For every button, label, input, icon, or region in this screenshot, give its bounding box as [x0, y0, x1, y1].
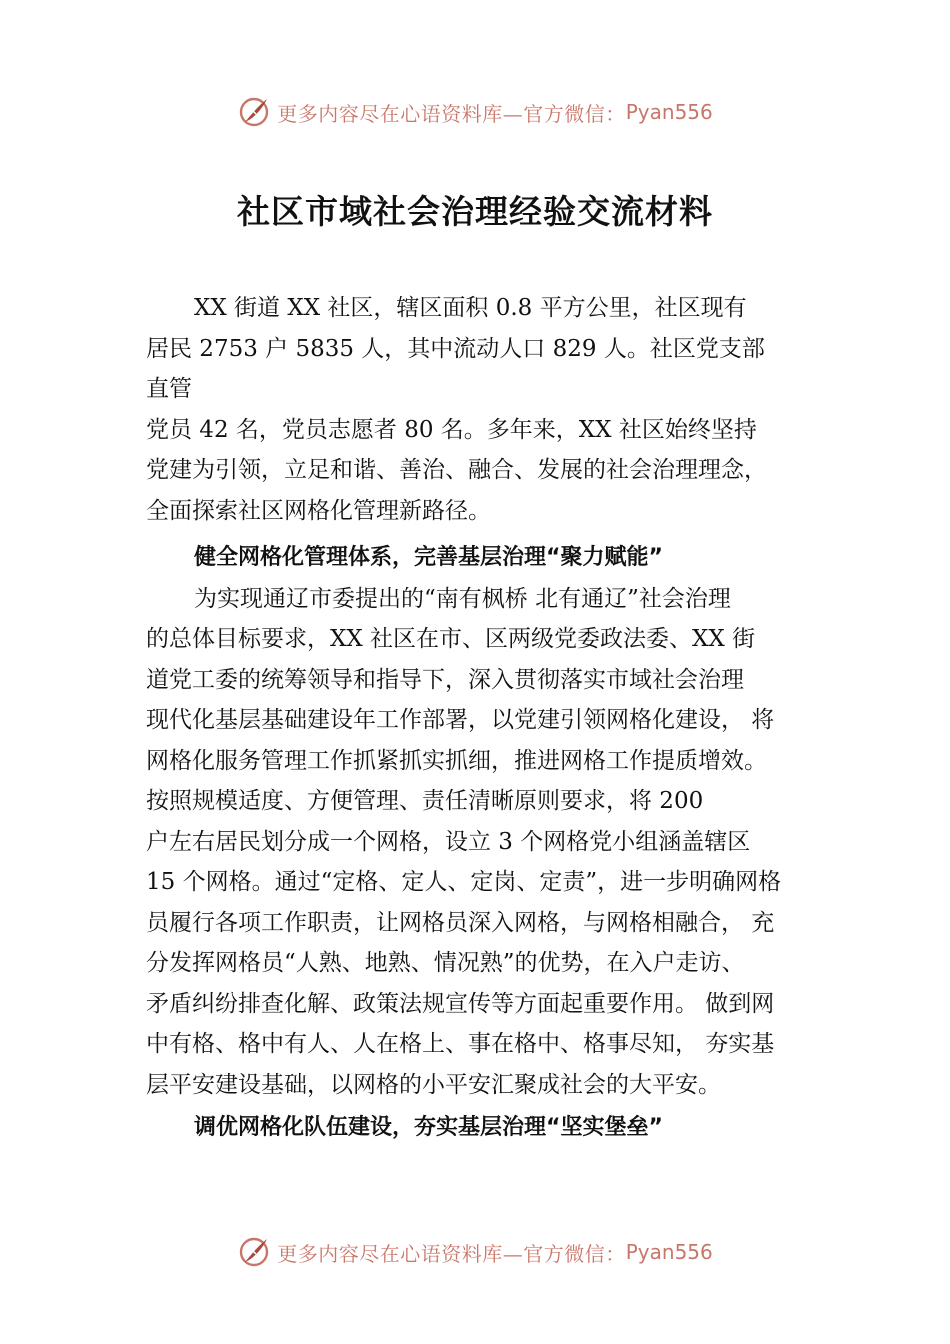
paragraph-line: 分发挥网格员“人熟、地熟、情况熟”的优势，在入户走访、 [146, 950, 745, 976]
paragraph-line: 党员 42 名，党员志愿者 80 名。多年来，XX 社区始终坚持 [146, 416, 757, 443]
paragraph-line: 网格化服务管理工作抓紧抓实抓细，推进网格工作提质增效。 [146, 747, 767, 774]
paragraph-line: 全面探索社区网格化管理新路径。 [146, 497, 491, 524]
quill-logo-icon [237, 95, 271, 129]
banner-wechat-id: Pyan556 [625, 100, 713, 124]
section-2 [146, 1108, 826, 1149]
section-heading: 调优网格化队伍建设，夯实基层治理“坚实堡垒” [194, 1115, 663, 1140]
paragraph-line: 中有格、格中有人、人在格上、事在格中、格事尽知， 夯实基 [146, 1031, 775, 1057]
paragraph-line: XX 街道 XX 社区，辖区面积 0.8 平方公里，社区现有 [194, 295, 747, 321]
banner-text: 更多内容尽在心语资料库—官方微信： [277, 1241, 626, 1266]
footer-banner [0, 1232, 950, 1272]
paragraph-line: 现代化基层基础建设年工作部署，以党建引领网格化建设， 将 [146, 707, 775, 733]
banner-text: 更多内容尽在心语资料库—官方微信： [277, 101, 626, 126]
section-heading: 健全网格化管理体系，完善基层治理“聚力赋能” [194, 545, 663, 570]
paragraph-line: 层平安建设基础，以网格的小平安汇聚成社会的大平安。 [146, 1071, 721, 1098]
quill-logo-icon [237, 1235, 271, 1269]
paragraph-line: 直管 [146, 376, 192, 402]
paragraph-line: 员履行各项工作职责，让网格员深入网格，与网格相融合， 充 [146, 909, 775, 936]
header-banner [0, 92, 950, 132]
document-title: 社区市域社会治理经验交流材料 [237, 192, 713, 231]
paragraph-line: 道党工委的统筹领导和指导下，深入贯彻落实市域社会治理 [146, 666, 744, 693]
paragraph-line: 按照规模适度、方便管理、责任清晰原则要求，将 200 [146, 788, 704, 814]
paragraph-line: 党建为引领，立足和谐、善治、融合、发展的社会治理理念， [146, 457, 767, 483]
paragraph-line: 居民 2753 户 5835 人，其中流动人口 829 人。社区党支部 [146, 335, 765, 362]
paragraph-line: 矛盾纠纷排查化解、政策法规宣传等方面起重要作用。 做到网 [146, 990, 775, 1017]
intro-paragraph [146, 288, 826, 531]
paragraph-line: 户左右居民划分成一个网格，设立 3 个网格党小组涵盖辖区 [146, 828, 751, 855]
paragraph-line: 为实现通辽市委提出的“南有枫桥 北有通辽”社会治理 [194, 585, 731, 612]
banner-wechat-id: Pyan556 [625, 1240, 713, 1264]
paragraph-line: 15 个网格。通过“定格、定人、定岗、定责”，进一步明确网格 [146, 869, 782, 895]
paragraph-line: 的总体目标要求，XX 社区在市、区两级党委政法委、XX 街 [146, 626, 756, 652]
section-1 [146, 538, 826, 1105]
